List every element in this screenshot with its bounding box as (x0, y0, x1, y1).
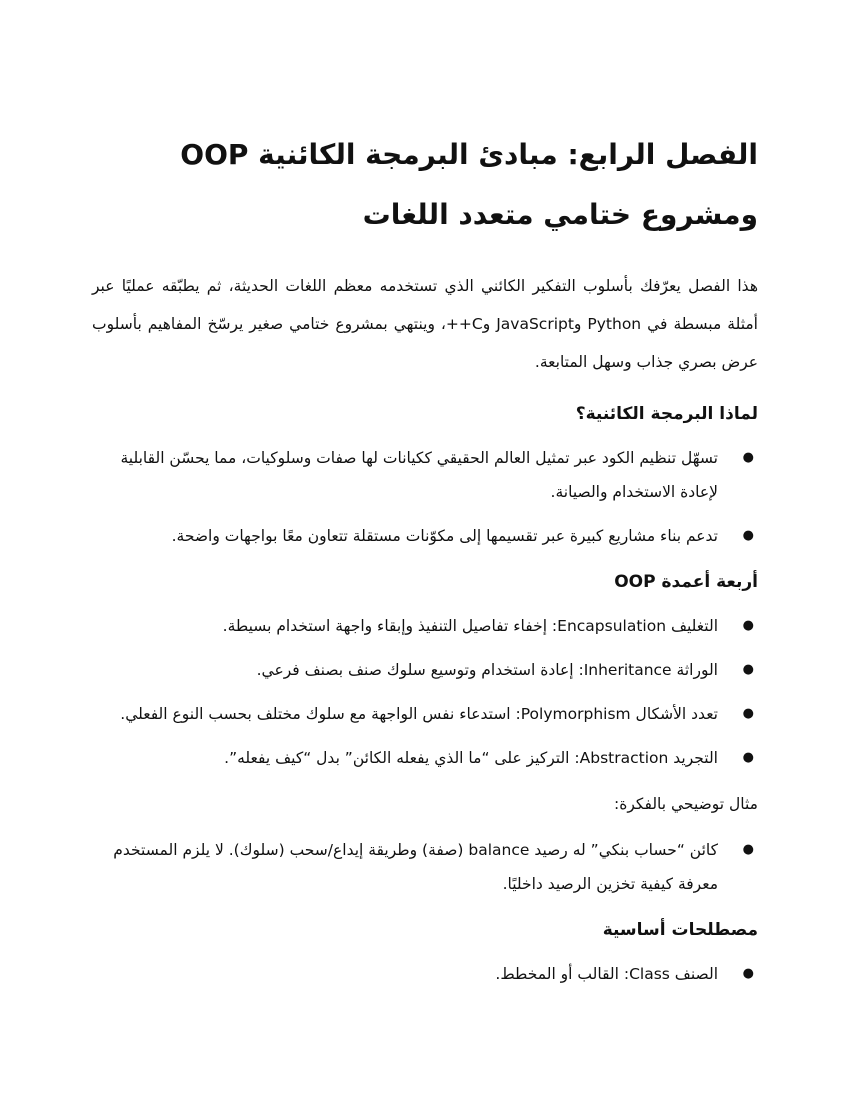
list-item (92, 609, 758, 643)
list-item-text: الصنف Class: القالب أو المخطط. (495, 965, 718, 983)
bullet-icon: ● (742, 528, 754, 543)
list-item (92, 957, 758, 991)
pillars-list (92, 609, 758, 775)
bullet-icon: ● (742, 450, 754, 465)
list-item-text: التجريد Abstraction: التركيز على “ما الذي يفعله الكائن” بدل “كيف يفعله”. (224, 749, 718, 767)
bullet-icon: ● (742, 750, 754, 765)
section-heading-pillars: أربعة أعمدة OOP (614, 572, 758, 592)
section-heading-terms: مصطلحات أساسية (602, 920, 758, 940)
list-item-text: تعدد الأشكال Polymorphism: استدعاء نفس الواجهة مع سلوك مختلف بحسب النوع الفعلي. (120, 705, 718, 723)
list-item (92, 697, 758, 731)
intro-paragraph: هذا الفصل يعرّفك بأسلوب التفكير الكائني الذي تستخدمه معظم اللغات الحديثة، ثم يطبّقه عمليًا عبر أمثلة مبسطة في Python وJavaScript وC++، وينتهي بمشروع ختامي صغير يرسّخ المفاهيم بأسلوب عرض بصري جذاب وسهل المتابعة. (92, 277, 758, 371)
example-label: مثال توضيحي بالفكرة: (614, 795, 758, 813)
list-item-text: الوراثة Inheritance: إعادة استخدام وتوسيع سلوك صنف بصنف فرعي. (256, 661, 718, 679)
list-item (92, 741, 758, 775)
list-item-text: التغليف Encapsulation: إخفاء تفاصيل التنفيذ وإبقاء واجهة استخدام بسيطة. (222, 617, 718, 635)
list-item (92, 653, 758, 687)
why-list (92, 441, 758, 553)
example-list (92, 833, 758, 901)
chapter-title: الفصل الرابع: مبادئ البرمجة الكائنية OOP ومشروع ختامي متعدد اللغات (180, 138, 758, 231)
list-item (92, 519, 758, 553)
bullet-icon: ● (742, 966, 754, 981)
list-item-text: تسهّل تنظيم الكود عبر تمثيل العالم الحقيقي ككيانات لها صفات وسلوكيات، مما يحسّن القابلية لإعادة الاستخدام والصيانة. (120, 449, 718, 501)
bullet-icon: ● (742, 662, 754, 677)
list-item-text: تدعم بناء مشاريع كبيرة عبر تقسيمها إلى مكوّنات مستقلة تتعاون معًا بواجهات واضحة. (171, 527, 718, 545)
bullet-icon: ● (742, 706, 754, 721)
list-item (92, 833, 758, 901)
section-heading-why: لماذا البرمجة الكائنية؟ (575, 404, 758, 424)
terms-list (92, 957, 758, 991)
bullet-icon: ● (742, 842, 754, 857)
list-item (92, 441, 758, 509)
list-item-text: كائن “حساب بنكي” له رصيد balance (صفة) وطريقة إيداع/سحب (سلوك). لا يلزم المستخدم معرفة كيفية تخزين الرصيد داخليًا. (113, 841, 718, 893)
bullet-icon: ● (742, 618, 754, 633)
